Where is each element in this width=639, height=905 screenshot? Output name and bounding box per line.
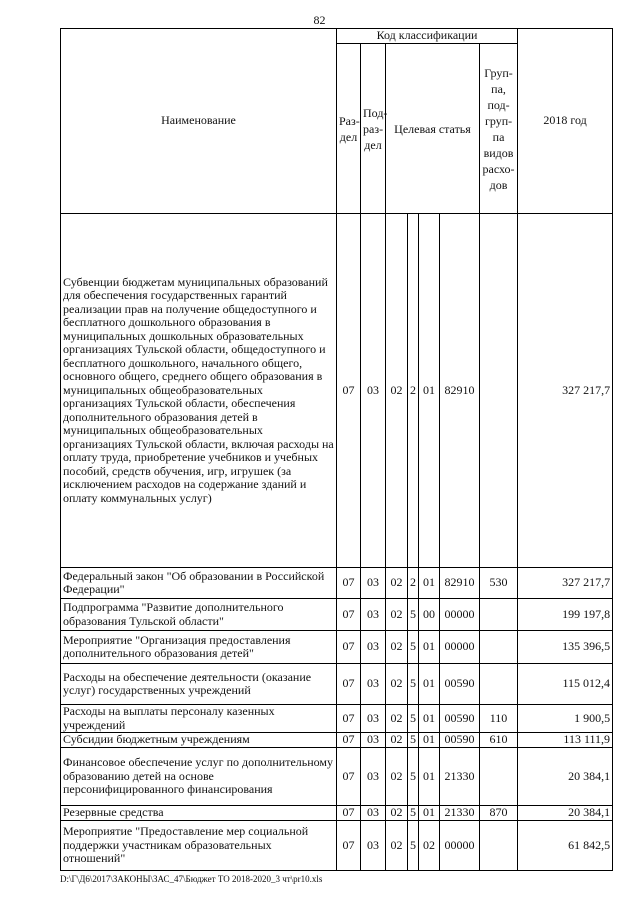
row-subsection: 03 <box>361 631 386 664</box>
row-target-type: 5 <box>408 705 419 733</box>
row-expense-group: 610 <box>480 733 518 748</box>
row-target-event: 01 <box>419 748 440 806</box>
row-section: 07 <box>337 733 361 748</box>
row-subsection: 03 <box>361 821 386 871</box>
row-name: Субвенции бюджетам муниципальных образований для обеспечения государственных гарантий реализации прав на получение общедоступного и бесплатного дошкольного образования в муниципальных дошкольных образовательных организациях Тульской области, общедоступного и бесплатного дошкольного, начального общего, основного общего, среднего общего образования в муниципальных общеобразовательных организациях Тульской области, обеспечения дополнительного образования детей в муниципальных общеобразовательных организациях Тульской области, включая расходы на оплату труда, приобретение учебников и учебных пособий, средств обучения, игр, игрушек (за исключением расходов на содержание зданий и оплату коммунальных услуг) <box>61 214 337 568</box>
row-section: 07 <box>337 748 361 806</box>
row-expense-group <box>480 821 518 871</box>
row-amount: 113 111,9 <box>518 733 613 748</box>
row-name: Субсидии бюджетным учреждениям <box>61 733 337 748</box>
row-target-direction: 00000 <box>440 631 480 664</box>
row-subsection: 03 <box>361 664 386 705</box>
row-name: Расходы на обеспечение деятельности (оказание услуг) государственных учреждений <box>61 664 337 705</box>
row-amount: 115 012,4 <box>518 664 613 705</box>
row-target-program: 02 <box>386 733 408 748</box>
page-number: 82 <box>313 13 326 27</box>
row-section: 07 <box>337 705 361 733</box>
row-subsection: 03 <box>361 806 386 821</box>
row-target-type: 2 <box>408 214 419 568</box>
row-name: Подпрограмма "Развитие дополнительного образования Тульской области" <box>61 599 337 631</box>
row-subsection: 03 <box>361 748 386 806</box>
row-target-direction: 82910 <box>440 568 480 599</box>
table-row <box>61 599 613 631</box>
row-target-type: 5 <box>408 733 419 748</box>
table-row <box>61 733 613 748</box>
row-target-type: 5 <box>408 631 419 664</box>
row-subsection: 03 <box>361 599 386 631</box>
row-section: 07 <box>337 664 361 705</box>
header-name: Наименование <box>61 29 337 214</box>
row-target-program: 02 <box>386 748 408 806</box>
row-target-direction: 00000 <box>440 821 480 871</box>
row-subsection: 03 <box>361 568 386 599</box>
table-row <box>61 214 613 568</box>
row-section: 07 <box>337 806 361 821</box>
row-section: 07 <box>337 599 361 631</box>
row-target-event: 00 <box>419 599 440 631</box>
row-amount: 327 217,7 <box>518 568 613 599</box>
row-target-program: 02 <box>386 806 408 821</box>
row-target-direction: 21330 <box>440 748 480 806</box>
row-target-event: 01 <box>419 631 440 664</box>
row-name: Мероприятие "Организация предоставления дополнительного образования детей" <box>61 631 337 664</box>
row-expense-group: 110 <box>480 705 518 733</box>
row-name: Расходы на выплаты персоналу казенных учреждений <box>61 705 337 733</box>
header-subsection: Под-раз-дел <box>361 44 386 214</box>
header-classification-code: Код классификации <box>337 29 518 44</box>
row-section: 07 <box>337 568 361 599</box>
header-expense-group: Груп-па, под-груп-па видов расхо-дов <box>480 44 518 214</box>
row-target-event: 01 <box>419 733 440 748</box>
row-target-type: 5 <box>408 664 419 705</box>
file-path-footer: D:\Г\Д6\2017\ЗАКОНЫ\ЗАС_47\Бюджет ТО 2018-2020_3 чт\pr10.xls <box>60 874 323 884</box>
row-name: Резервные средства <box>61 806 337 821</box>
row-target-program: 02 <box>386 568 408 599</box>
row-expense-group: 870 <box>480 806 518 821</box>
row-section: 07 <box>337 214 361 568</box>
row-subsection: 03 <box>361 733 386 748</box>
row-expense-group <box>480 599 518 631</box>
row-target-event: 02 <box>419 821 440 871</box>
row-expense-group <box>480 214 518 568</box>
row-target-program: 02 <box>386 705 408 733</box>
row-name: Федеральный закон "Об образовании в Российской Федерации" <box>61 568 337 599</box>
table-row <box>61 631 613 664</box>
row-amount: 199 197,8 <box>518 599 613 631</box>
row-target-type: 2 <box>408 568 419 599</box>
row-target-program: 02 <box>386 631 408 664</box>
row-target-type: 5 <box>408 748 419 806</box>
row-expense-group: 530 <box>480 568 518 599</box>
row-target-type: 5 <box>408 806 419 821</box>
row-target-direction: 82910 <box>440 214 480 568</box>
row-target-program: 02 <box>386 664 408 705</box>
row-target-type: 5 <box>408 599 419 631</box>
row-section: 07 <box>337 821 361 871</box>
header-section: Раз-дел <box>337 44 361 214</box>
row-amount: 20 384,1 <box>518 806 613 821</box>
row-expense-group <box>480 631 518 664</box>
row-target-direction: 00590 <box>440 733 480 748</box>
table-row <box>61 664 613 705</box>
row-amount: 20 384,1 <box>518 748 613 806</box>
row-target-event: 01 <box>419 806 440 821</box>
row-target-direction: 21330 <box>440 806 480 821</box>
row-target-program: 02 <box>386 599 408 631</box>
row-amount: 135 396,5 <box>518 631 613 664</box>
table-row <box>61 748 613 806</box>
row-amount: 61 842,5 <box>518 821 613 871</box>
row-amount: 1 900,5 <box>518 705 613 733</box>
row-target-direction: 00000 <box>440 599 480 631</box>
row-amount: 327 217,7 <box>518 214 613 568</box>
row-target-event: 01 <box>419 705 440 733</box>
row-target-event: 01 <box>419 568 440 599</box>
table-row <box>61 568 613 599</box>
row-subsection: 03 <box>361 214 386 568</box>
header-year: 2018 год <box>518 29 613 214</box>
row-target-direction: 00590 <box>440 705 480 733</box>
table-row <box>61 806 613 821</box>
table-row <box>61 705 613 733</box>
header-target-article: Целевая статья <box>386 44 480 214</box>
row-expense-group <box>480 748 518 806</box>
row-target-event: 01 <box>419 664 440 705</box>
row-target-type: 5 <box>408 821 419 871</box>
row-target-program: 02 <box>386 214 408 568</box>
budget-table <box>60 28 613 871</box>
row-section: 07 <box>337 631 361 664</box>
row-name: Мероприятие "Предоставление мер социальной поддержки участникам образовательных отношений" <box>61 821 337 871</box>
row-target-direction: 00590 <box>440 664 480 705</box>
table-row <box>61 821 613 871</box>
row-name: Финансовое обеспечение услуг по дополнительному образованию детей на основе персонифицированного финансирования <box>61 748 337 806</box>
row-target-program: 02 <box>386 821 408 871</box>
row-expense-group <box>480 664 518 705</box>
row-target-event: 01 <box>419 214 440 568</box>
row-subsection: 03 <box>361 705 386 733</box>
